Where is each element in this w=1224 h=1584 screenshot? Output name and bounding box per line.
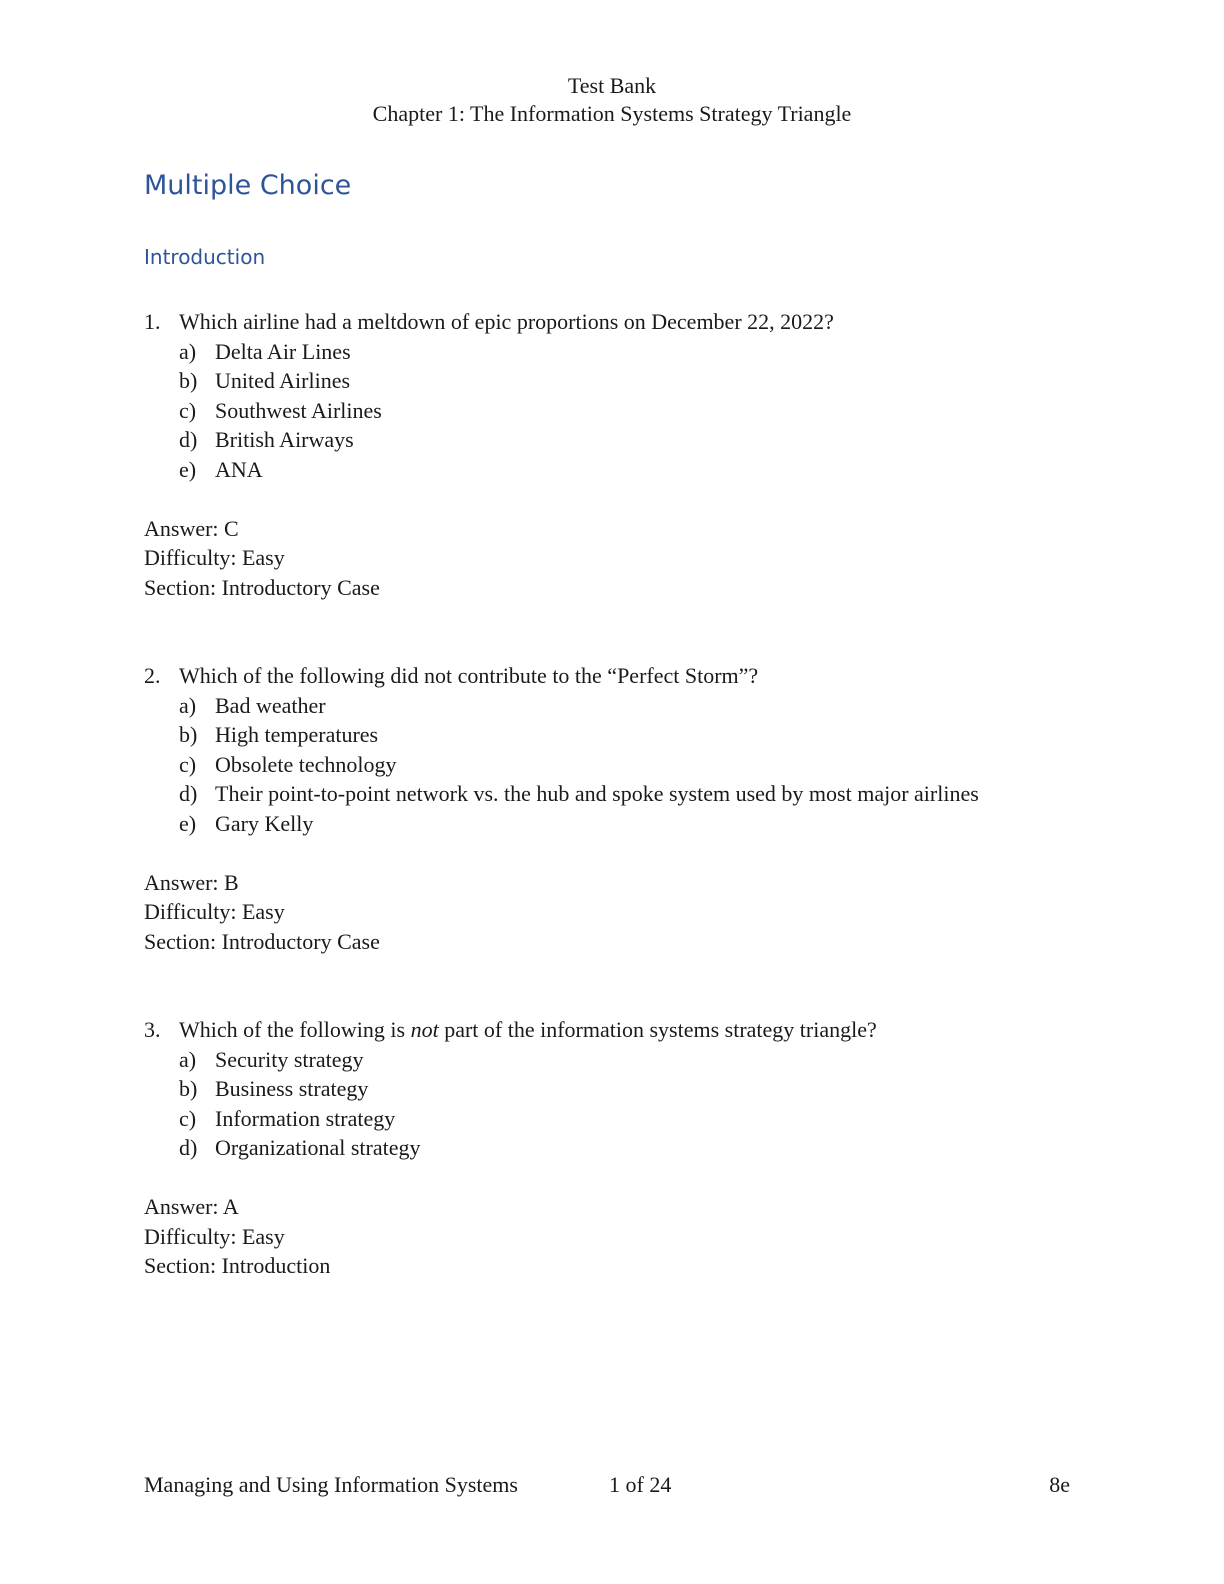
question-number: 2. [144, 663, 161, 688]
answer-block [144, 1192, 1104, 1281]
answer-line: Answer: B [144, 869, 239, 895]
question-text-before: Which of the following is [179, 1017, 411, 1042]
option-text: Information strategy [215, 1105, 396, 1131]
option-item [144, 337, 1104, 367]
option-item [144, 396, 1104, 426]
option-letter: e) [179, 456, 197, 482]
option-letter: c) [179, 1105, 197, 1131]
option-letter: a) [179, 692, 197, 718]
option-text: High temperatures [215, 722, 379, 748]
answer-block [144, 868, 1104, 957]
footer-book-title: Managing and Using Information Systems [144, 1472, 518, 1497]
option-letter: e) [179, 810, 197, 836]
question-text: Which of the following did not contribute to the “Perfect Storm”? [179, 663, 759, 688]
option-letter: d) [179, 1135, 198, 1161]
option-text: Their point-to-point network vs. the hub and spoke system used by most major airlines [215, 781, 979, 807]
answer-line: Answer: C [144, 515, 239, 541]
option-letter: c) [179, 751, 197, 777]
question-text-after: part of the information systems strategy triangle? [438, 1017, 877, 1042]
question-stem [144, 1015, 1104, 1045]
option-item [144, 779, 1104, 809]
header-chapter: Chapter 1: The Information Systems Strategy Triangle [372, 101, 852, 126]
section-heading: Multiple Choice [144, 170, 352, 201]
subsection-heading: Introduction [144, 245, 266, 269]
option-item [144, 809, 1104, 839]
question-text [179, 1015, 877, 1045]
option-letter: b) [179, 1076, 198, 1102]
question-text: Which airline had a meltdown of epic proportions on December 22, 2022? [179, 309, 834, 334]
option-item [144, 1133, 1104, 1163]
option-text: Southwest Airlines [215, 397, 382, 423]
header-title: Test Bank [567, 73, 657, 98]
option-letter: b) [179, 368, 198, 394]
question-stem [144, 307, 1104, 337]
option-text: Delta Air Lines [215, 338, 351, 364]
option-item [144, 455, 1104, 485]
question-text-emphasis: not [410, 1017, 439, 1042]
option-letter: c) [179, 397, 197, 423]
option-letter: a) [179, 1046, 197, 1072]
option-text: Gary Kelly [215, 810, 314, 836]
section-line: Section: Introduction [144, 1253, 331, 1279]
option-text: Business strategy [215, 1076, 369, 1102]
option-letter: d) [179, 781, 198, 807]
option-text: Security strategy [215, 1046, 364, 1072]
section-line: Section: Introductory Case [144, 928, 380, 954]
option-item [144, 750, 1104, 780]
option-item [144, 1104, 1104, 1134]
section-line: Section: Introductory Case [144, 574, 380, 600]
footer-edition: 8e [1049, 1472, 1070, 1497]
option-item [144, 691, 1104, 721]
question-3 [144, 1015, 1104, 1281]
question-number: 3. [144, 1017, 161, 1042]
option-text: Organizational strategy [215, 1135, 421, 1161]
page-header [0, 72, 1224, 128]
option-letter: d) [179, 427, 198, 453]
option-text: Bad weather [215, 692, 326, 718]
question-number: 1. [144, 309, 161, 334]
footer-page-number: 1 of 24 [609, 1472, 672, 1497]
option-item [144, 1045, 1104, 1075]
difficulty-line: Difficulty: Easy [144, 545, 285, 571]
question-1 [144, 307, 1104, 602]
question-2 [144, 661, 1104, 956]
answer-block [144, 514, 1104, 603]
difficulty-line: Difficulty: Easy [144, 899, 285, 925]
question-stem [144, 661, 1104, 691]
option-item [144, 720, 1104, 750]
option-text: British Airways [215, 427, 354, 453]
option-item [144, 366, 1104, 396]
answer-line: Answer: A [144, 1193, 239, 1219]
option-item [144, 425, 1104, 455]
option-letter: b) [179, 722, 198, 748]
option-text: Obsolete technology [215, 751, 397, 777]
option-item [144, 1074, 1104, 1104]
option-letter: a) [179, 338, 197, 364]
option-text: United Airlines [215, 368, 351, 394]
option-text: ANA [215, 456, 263, 482]
difficulty-line: Difficulty: Easy [144, 1223, 285, 1249]
